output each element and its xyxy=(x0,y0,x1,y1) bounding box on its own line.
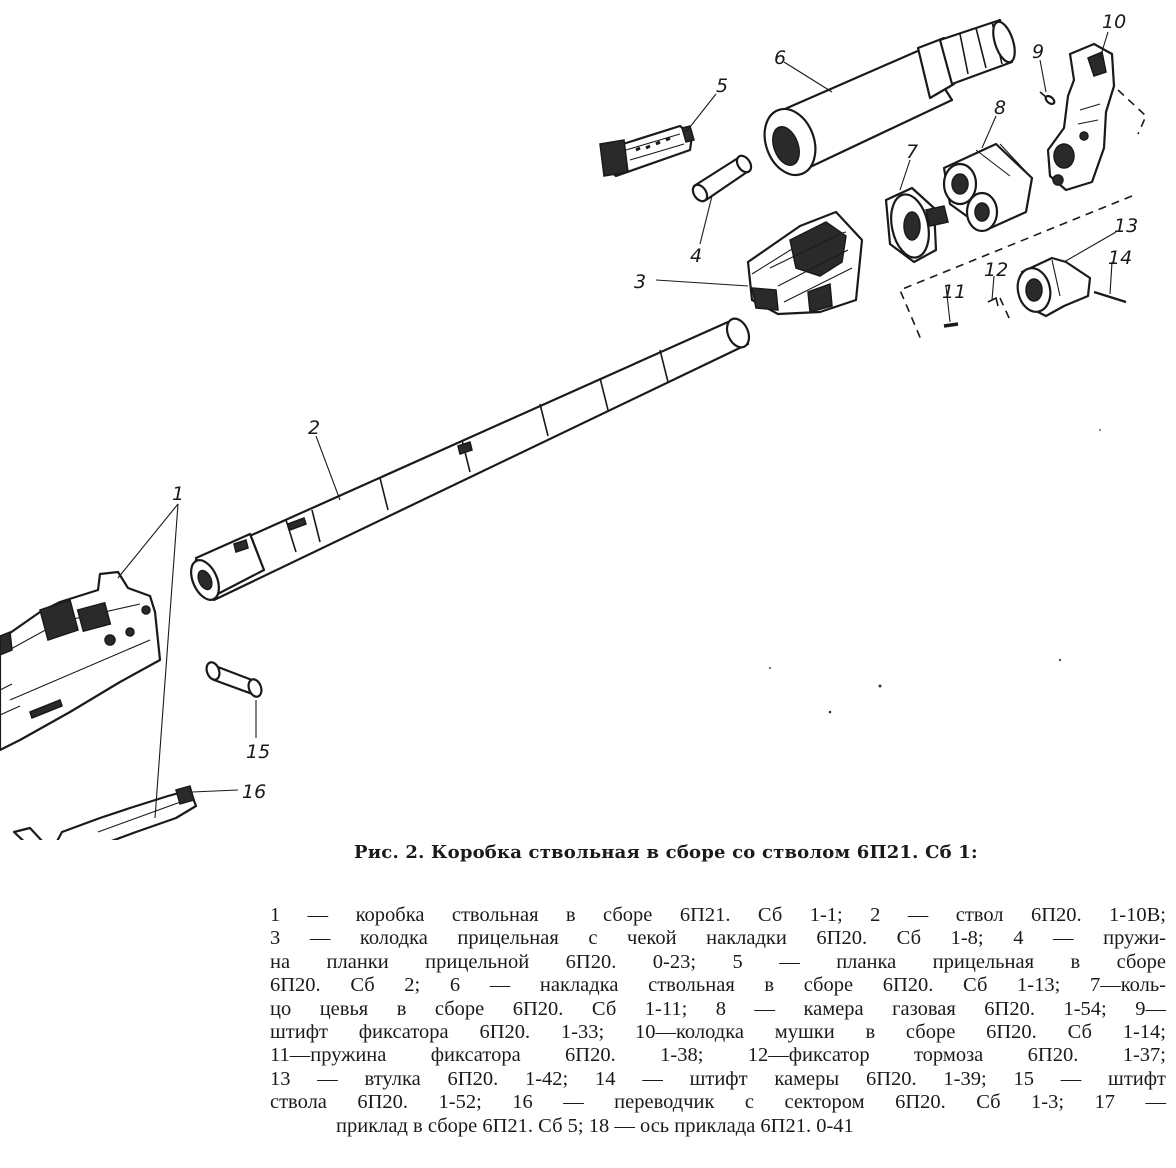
legend-line: 6П20. Сб 2; 6 — накладка ствольная в сборе 6П20. Сб 1-13; 7—коль- xyxy=(270,974,1166,997)
callout-numbers xyxy=(172,11,1138,803)
legend-line: на планки прицельной 6П20. 0-23; 5 — планка прицельная в сборе xyxy=(270,950,1166,973)
callout-5: 5 xyxy=(716,75,729,97)
part-12-retainer xyxy=(988,298,998,306)
legend-line: штифт фиксатора 6П20. 1-33; 10—колодка мушки в сборе 6П20. Сб 1-14; xyxy=(270,1021,1166,1044)
callout-11: 11 xyxy=(942,281,967,303)
legend-line: цо цевья в сборе 6П20. Сб 1-11; 8 — камера газовая 6П20. 1-54; 9— xyxy=(270,997,1166,1020)
callout-4: 4 xyxy=(690,245,703,267)
callout-10: 10 xyxy=(1102,11,1127,33)
part-13-bushing xyxy=(1014,258,1090,316)
part-5-sight-leaf xyxy=(600,126,694,176)
callout-16: 16 xyxy=(242,781,267,803)
part-15-pin xyxy=(204,660,263,698)
callout-6: 6 xyxy=(774,47,787,69)
part-8-gas-block xyxy=(944,144,1032,231)
legend-line: 11—пружина фиксатора 6П20. 1-38; 12—фиксатор тормоза 6П20. 1-37; xyxy=(270,1044,1166,1067)
part-3-sight-block xyxy=(748,212,862,314)
legend-line: 3 — колодка прицельная с чекой накладки 6П20. Сб 1-8; 4 — пружи- xyxy=(270,927,1166,950)
part-2-barrel xyxy=(185,315,753,604)
callout-8: 8 xyxy=(994,97,1007,119)
callout-7: 7 xyxy=(906,141,919,163)
legend-line: 13 — втулка 6П20. 1-42; 14 — штифт камеры 6П20. 1-39; 15 — штифт xyxy=(270,1067,1166,1090)
legend-line: 1 — коробка ствольная в сборе 6П21. Сб 1-1; 2 — ствол 6П20. 1-10В; xyxy=(270,904,1166,926)
part-1-receiver xyxy=(0,572,160,750)
callout-9: 9 xyxy=(1032,41,1045,63)
callout-12: 12 xyxy=(984,259,1009,281)
callout-15: 15 xyxy=(246,741,271,763)
legend-line: ствола 6П20. 1-52; 16 — переводчик с сектором 6П20. Сб 1-3; 17 — xyxy=(270,1091,1166,1114)
part-10-front-sight xyxy=(1048,44,1146,190)
print-specks xyxy=(769,429,1101,713)
part-4-spring xyxy=(690,153,754,204)
figure-legend xyxy=(270,904,1166,1138)
part-11-spring xyxy=(944,324,958,326)
legend-line: приклад в сборе 6П21. Сб 5; 18 — ось приклада 6П21. 0-41 xyxy=(336,1114,854,1137)
callout-2: 2 xyxy=(308,417,321,439)
part-9-pin xyxy=(1040,92,1056,106)
part-16-selector xyxy=(14,786,196,840)
callout-1: 1 xyxy=(172,483,185,505)
callout-13: 13 xyxy=(1114,215,1139,237)
callout-3: 3 xyxy=(634,271,647,293)
part-7-ring xyxy=(886,188,948,262)
callout-14: 14 xyxy=(1108,247,1133,269)
figure-caption-title: Рис. 2. Коробка ствольная в сборе со стволом 6П21. Сб 1: xyxy=(354,842,978,863)
